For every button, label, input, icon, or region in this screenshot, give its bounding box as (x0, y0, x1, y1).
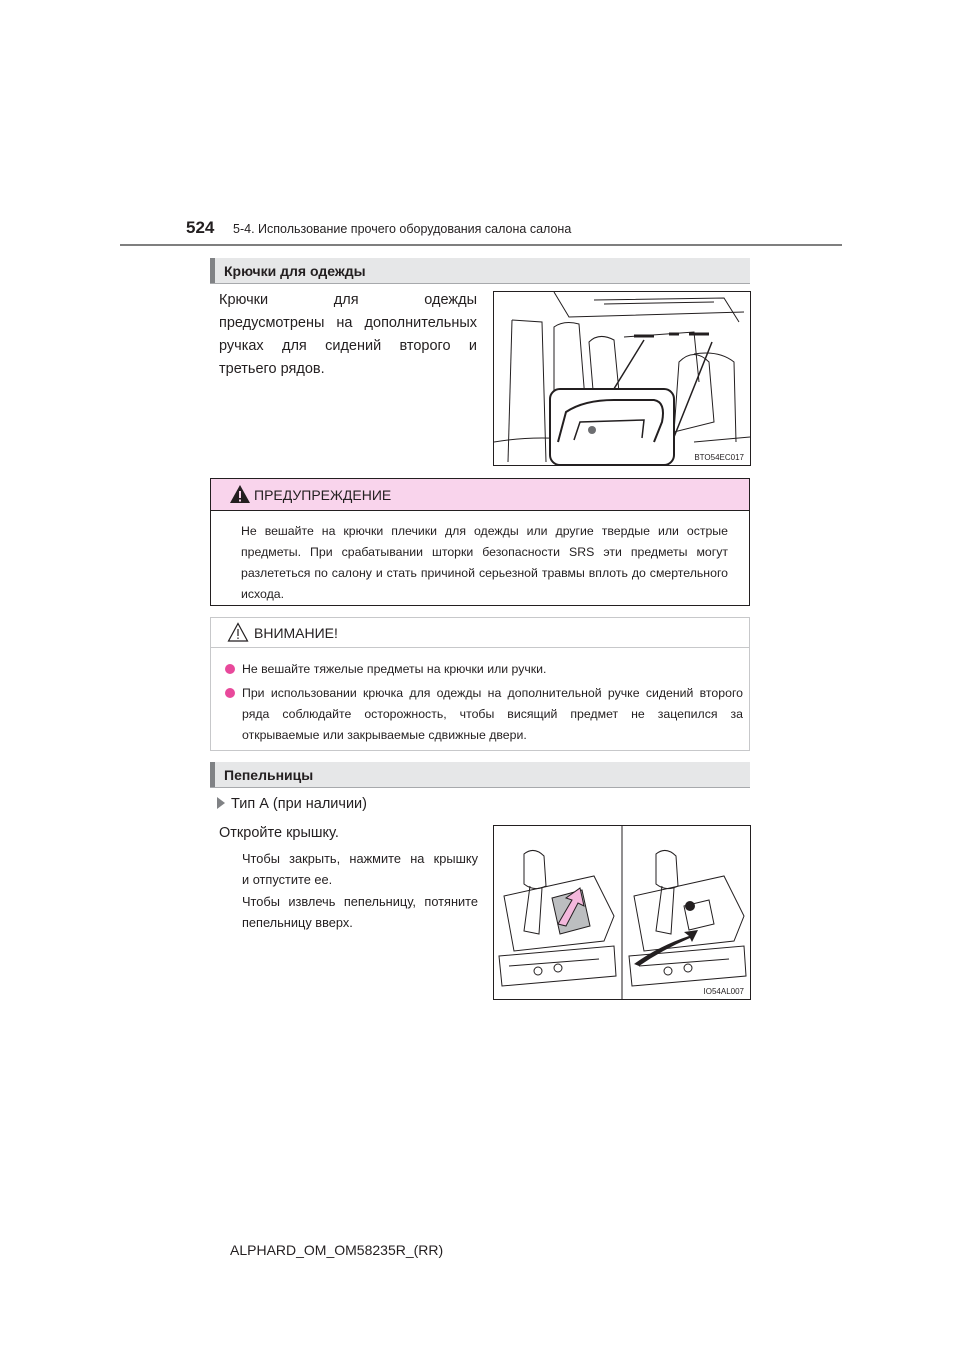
notice-item-text: При использовании крючка для одежды на дополнительной ручке сидений второго ряда соблюдайте осторожность, чтобы висящий предмет не зацепился за открываемые или закрываемые сдвижные двери. (242, 686, 743, 742)
section-title: Пепельницы (224, 767, 314, 783)
running-header: 5-4. Использование прочего оборудования салона салона (233, 222, 572, 236)
ashtray-illustration (493, 825, 751, 1000)
figure-code: IO54AL007 (703, 987, 744, 996)
text-line: ручках для сидений второго и (219, 338, 477, 354)
text-line: Чтобы закрыть, нажмите на крышку (242, 851, 478, 866)
text-line: Чтобы извлечь пепельницу, потяните (242, 894, 478, 909)
heading-accent (210, 762, 215, 787)
text-line: Крючки для одежды (219, 292, 477, 308)
notice-item (225, 683, 743, 746)
ashtray-note-remove (242, 891, 478, 933)
warning-text: Не вешайте на крючки плечики для одежды или другие твердые или острые предметы. При срабатывании шторки безопасности SRS эти предметы могут разлететься по салону и стать причиной серьезной травмы вплоть до смертельного исхода. (241, 524, 728, 601)
triangle-bullet-icon (217, 797, 225, 809)
bullet-icon (225, 664, 235, 674)
ashtray-note-close (242, 848, 478, 890)
figure-code: BTO54EC017 (694, 453, 744, 462)
ashtray-drawing (494, 826, 750, 999)
notice-box (210, 617, 750, 751)
notice-item (225, 659, 743, 680)
warning-triangle-icon (229, 484, 251, 504)
text-line: третьего рядов. (219, 361, 325, 377)
section-heading-coat-hooks (210, 258, 750, 284)
warning-title: ПРЕДУПРЕЖДЕНИЕ (254, 487, 392, 503)
text-line: предусмотрены на дополнительных (219, 315, 477, 331)
notice-item-text: Не вешайте тяжелые предметы на крючки или ручки. (242, 662, 547, 676)
bullet-icon (225, 688, 235, 698)
section-title: Крючки для одежды (224, 263, 366, 279)
caution-triangle-icon (227, 622, 249, 642)
coat-hooks-description (219, 289, 477, 381)
warning-header (211, 479, 749, 511)
notice-header (211, 618, 749, 648)
ashtray-step: Откройте крышку. (219, 825, 339, 841)
car-interior-drawing (494, 292, 750, 465)
section-heading-ashtrays (210, 762, 750, 788)
text-line: и отпустите ее. (242, 872, 333, 887)
page-number: 524 (186, 218, 215, 237)
warning-box (210, 478, 750, 606)
text-line: пепельницу вверх. (242, 915, 353, 930)
document-id: ALPHARD_OM_OM58235R_(RR) (230, 1242, 444, 1258)
coat-hook-illustration (493, 291, 751, 466)
ashtray-type-label: Тип А (при наличии) (231, 796, 367, 812)
heading-accent (210, 258, 215, 283)
header-rule (120, 244, 842, 246)
notice-title: ВНИМАНИЕ! (254, 625, 338, 641)
